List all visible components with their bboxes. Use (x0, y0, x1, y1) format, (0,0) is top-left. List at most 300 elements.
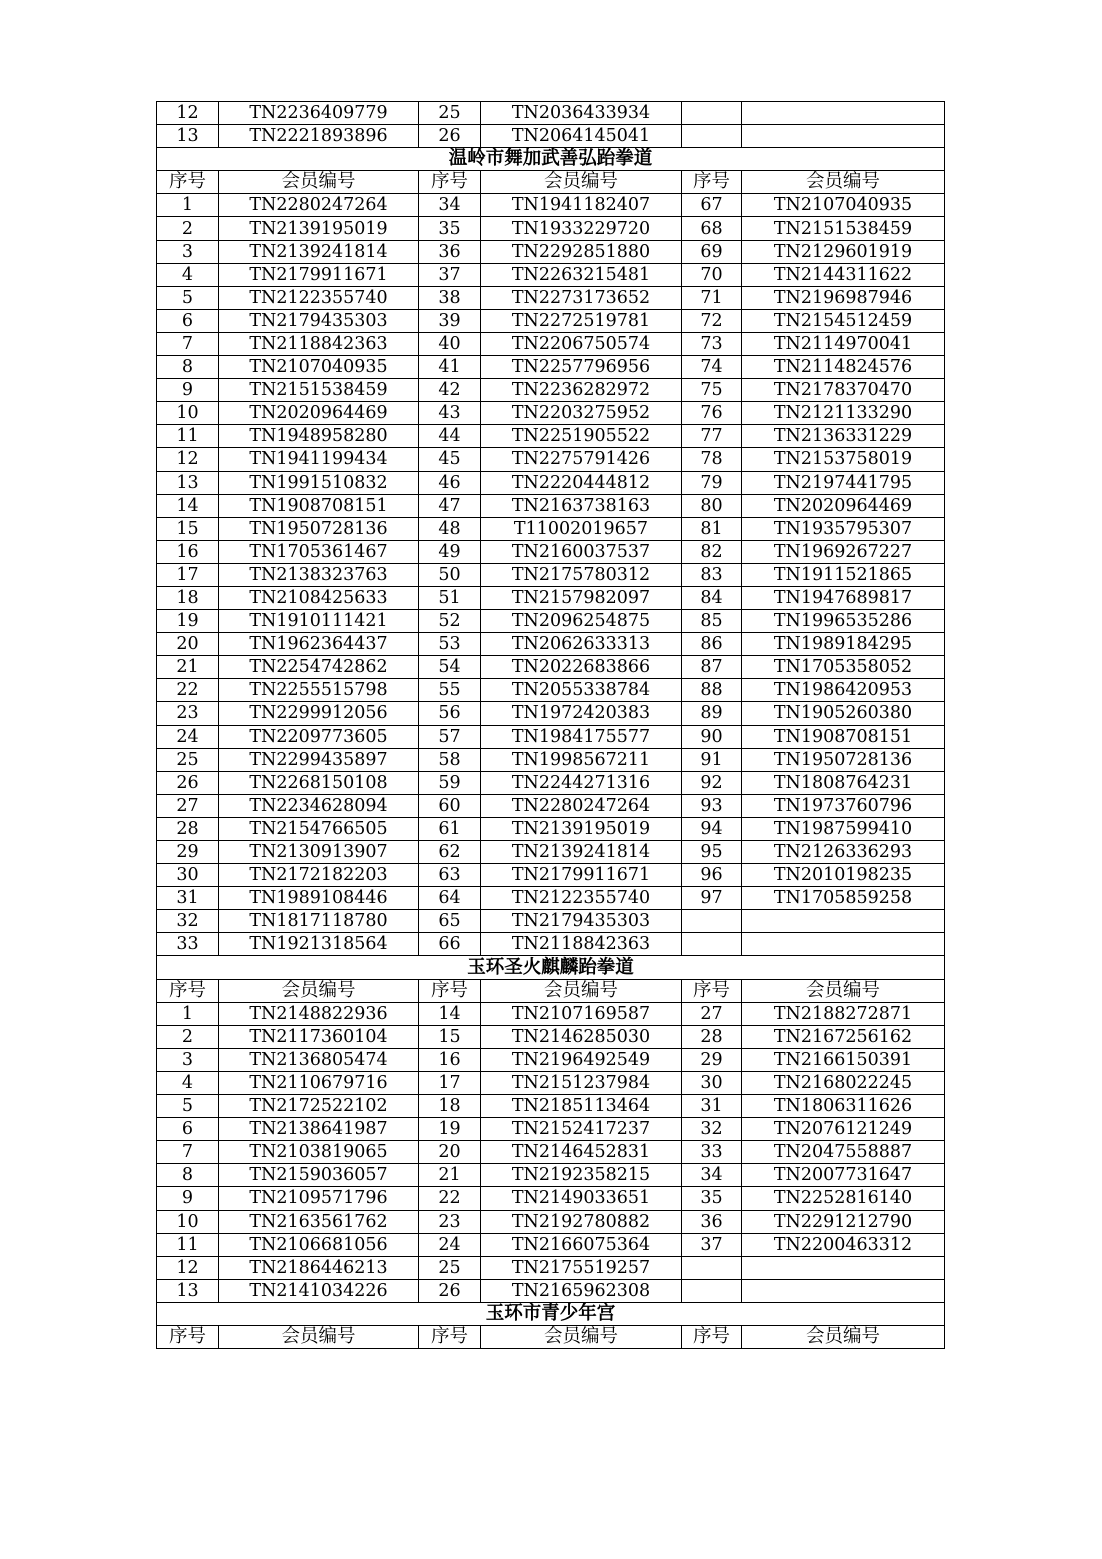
member-id-cell: TN2272519781 (481, 309, 682, 332)
member-id-cell: TN2114970041 (742, 332, 945, 355)
table-row (157, 125, 945, 148)
table-row (157, 1164, 945, 1187)
serial-number-cell: 12 (157, 448, 219, 471)
member-id-cell: TN2234628094 (219, 794, 419, 817)
table-row (157, 1071, 945, 1094)
member-id-cell: TN2136331229 (742, 425, 945, 448)
serial-number-cell: 37 (419, 263, 481, 286)
serial-number-cell: 58 (419, 748, 481, 771)
table-row (157, 725, 945, 748)
member-id-cell: TN1705358052 (742, 656, 945, 679)
member-id-cell: TN2160037537 (481, 540, 682, 563)
member-id-cell: TN2152417237 (481, 1118, 682, 1141)
table-row (157, 656, 945, 679)
member-id-cell: TN1941199434 (219, 448, 419, 471)
serial-number-cell: 22 (419, 1187, 481, 1210)
serial-number-cell: 70 (682, 263, 742, 286)
serial-number-cell: 57 (419, 725, 481, 748)
serial-number-cell: 21 (419, 1164, 481, 1187)
table-row (157, 679, 945, 702)
member-id-cell: TN2165962308 (481, 1279, 682, 1302)
member-id-cell: TN2136805474 (219, 1048, 419, 1071)
member-id-cell: TN2163738163 (481, 494, 682, 517)
serial-number-cell: 16 (419, 1048, 481, 1071)
member-id-cell: TN2151538459 (219, 379, 419, 402)
serial-number-cell: 23 (419, 1210, 481, 1233)
serial-number-cell: 72 (682, 309, 742, 332)
serial-number-cell: 27 (682, 1002, 742, 1025)
serial-number-cell: 87 (682, 656, 742, 679)
member-id-cell: TN2096254875 (481, 610, 682, 633)
member-id-cell: TN2126336293 (742, 841, 945, 864)
header-member-id: 会员编号 (219, 1325, 419, 1348)
member-id-cell: TN2166150391 (742, 1048, 945, 1071)
section-title-row (157, 956, 945, 979)
serial-number-cell: 38 (419, 286, 481, 309)
table-row (157, 1233, 945, 1256)
member-id-cell: TN2138323763 (219, 563, 419, 586)
serial-number-cell: 95 (682, 841, 742, 864)
member-id-cell: TN2196492549 (481, 1048, 682, 1071)
header-member-id: 会员编号 (481, 979, 682, 1002)
serial-number-cell: 29 (682, 1048, 742, 1071)
serial-number-cell: 9 (157, 379, 219, 402)
member-id-cell: TN2179435303 (219, 309, 419, 332)
serial-number-cell: 55 (419, 679, 481, 702)
table-row (157, 540, 945, 563)
table-row (157, 194, 945, 217)
serial-number-cell: 12 (157, 1256, 219, 1279)
serial-number-cell: 50 (419, 563, 481, 586)
member-id-cell: TN2036433934 (481, 102, 682, 125)
member-id-cell: TN2151538459 (742, 217, 945, 240)
serial-number-cell: 18 (419, 1095, 481, 1118)
section-title-row (157, 1302, 945, 1325)
serial-number-cell: 1 (157, 1002, 219, 1025)
member-id-cell: TN2178370470 (742, 379, 945, 402)
header-serial-number: 序号 (419, 1325, 481, 1348)
member-id-cell: TN1962364437 (219, 633, 419, 656)
table-row (157, 286, 945, 309)
serial-number-cell: 12 (157, 102, 219, 125)
member-id-cell: TN1908708151 (219, 494, 419, 517)
serial-number-cell: 40 (419, 332, 481, 355)
serial-number-cell: 86 (682, 633, 742, 656)
table-row (157, 910, 945, 933)
serial-number-cell: 43 (419, 402, 481, 425)
table-row (157, 702, 945, 725)
member-id-cell: TN2188272871 (742, 1002, 945, 1025)
member-id-cell: TN1935795307 (742, 517, 945, 540)
serial-number-cell: 76 (682, 402, 742, 425)
member-id-cell: TN2206750574 (481, 332, 682, 355)
serial-number-cell: 9 (157, 1187, 219, 1210)
serial-number-cell: 24 (157, 725, 219, 748)
member-id-cell: TN2110679716 (219, 1071, 419, 1094)
serial-number-cell: 33 (682, 1141, 742, 1164)
serial-number-cell: 8 (157, 356, 219, 379)
table-row (157, 864, 945, 887)
serial-number-cell: 96 (682, 864, 742, 887)
serial-number-cell (682, 102, 742, 125)
serial-number-cell (682, 125, 742, 148)
serial-number-cell: 6 (157, 1118, 219, 1141)
member-id-cell: TN2151237984 (481, 1071, 682, 1094)
member-id-cell: TN2141034226 (219, 1279, 419, 1302)
member-id-cell: TN1989108446 (219, 887, 419, 910)
table-row (157, 402, 945, 425)
table-row (157, 610, 945, 633)
member-id-cell: TN1986420953 (742, 679, 945, 702)
serial-number-cell: 75 (682, 379, 742, 402)
serial-number-cell: 6 (157, 309, 219, 332)
serial-number-cell: 88 (682, 679, 742, 702)
serial-number-cell (682, 910, 742, 933)
member-id-cell: TN1705859258 (742, 887, 945, 910)
member-id-cell: TN2114824576 (742, 356, 945, 379)
member-id-cell: TN2251905522 (481, 425, 682, 448)
table-row (157, 887, 945, 910)
table-row (157, 1025, 945, 1048)
serial-number-cell: 26 (157, 771, 219, 794)
serial-number-cell: 30 (157, 864, 219, 887)
header-serial-number: 序号 (682, 1325, 742, 1348)
member-id-cell: TN2255515798 (219, 679, 419, 702)
serial-number-cell: 17 (419, 1071, 481, 1094)
member-id-cell: TN2220444812 (481, 471, 682, 494)
serial-number-cell: 2 (157, 1025, 219, 1048)
member-id-cell: TN2153758019 (742, 448, 945, 471)
serial-number-cell: 25 (419, 1256, 481, 1279)
member-id-cell: TN1950728136 (219, 517, 419, 540)
serial-number-cell: 10 (157, 1210, 219, 1233)
serial-number-cell (682, 1279, 742, 1302)
member-id-cell: TN2118842363 (219, 332, 419, 355)
member-id-cell: TN2185113464 (481, 1095, 682, 1118)
member-id-cell: TN2299435897 (219, 748, 419, 771)
serial-number-cell: 25 (157, 748, 219, 771)
member-id-cell: TN2139241814 (481, 841, 682, 864)
member-id-cell: TN1973760796 (742, 794, 945, 817)
table-row (157, 425, 945, 448)
serial-number-cell: 13 (157, 1279, 219, 1302)
section-title: 温岭市舞加武善弘跆拳道 (157, 148, 945, 171)
serial-number-cell: 15 (157, 517, 219, 540)
serial-number-cell (682, 1256, 742, 1279)
header-serial-number: 序号 (157, 1325, 219, 1348)
serial-number-cell: 91 (682, 748, 742, 771)
member-id-cell: TN2159036057 (219, 1164, 419, 1187)
member-id-cell: TN2179911671 (481, 864, 682, 887)
table-row (157, 448, 945, 471)
member-id-cell: TN1808764231 (742, 771, 945, 794)
member-id-cell: TN2292851880 (481, 240, 682, 263)
member-id-cell: TN2175780312 (481, 563, 682, 586)
serial-number-cell: 29 (157, 841, 219, 864)
header-member-id: 会员编号 (481, 171, 682, 194)
table-row (157, 841, 945, 864)
table-row (157, 1141, 945, 1164)
member-id-cell (742, 102, 945, 125)
serial-number-cell: 11 (157, 425, 219, 448)
serial-number-cell: 49 (419, 540, 481, 563)
serial-number-cell: 2 (157, 217, 219, 240)
serial-number-cell: 89 (682, 702, 742, 725)
serial-number-cell: 97 (682, 887, 742, 910)
member-id-cell: TN1948958280 (219, 425, 419, 448)
serial-number-cell: 53 (419, 633, 481, 656)
serial-number-cell: 35 (682, 1187, 742, 1210)
member-id-cell: TN1996535286 (742, 610, 945, 633)
table-row (157, 471, 945, 494)
header-member-id: 会员编号 (219, 171, 419, 194)
member-id-cell: TN2146452831 (481, 1141, 682, 1164)
serial-number-cell: 69 (682, 240, 742, 263)
member-id-cell (742, 910, 945, 933)
table-row (157, 771, 945, 794)
member-id-cell: TN2163561762 (219, 1210, 419, 1233)
member-id-cell: TN2020964469 (219, 402, 419, 425)
member-id-cell (742, 1256, 945, 1279)
table-row (157, 1118, 945, 1141)
serial-number-cell: 19 (419, 1118, 481, 1141)
member-id-cell: TN2122355740 (481, 887, 682, 910)
serial-number-cell: 8 (157, 1164, 219, 1187)
member-id-cell: TN2130913907 (219, 841, 419, 864)
table-row (157, 1279, 945, 1302)
member-id-cell: TN2299912056 (219, 702, 419, 725)
member-id-cell: TN2172522102 (219, 1095, 419, 1118)
serial-number-cell: 92 (682, 771, 742, 794)
member-id-cell: TN2144311622 (742, 263, 945, 286)
member-id-cell: TN1933229720 (481, 217, 682, 240)
table-row (157, 817, 945, 840)
header-serial-number: 序号 (682, 979, 742, 1002)
member-id-cell: TN2273173652 (481, 286, 682, 309)
header-row (157, 171, 945, 194)
serial-number-cell: 41 (419, 356, 481, 379)
member-id-cell: TN2138641987 (219, 1118, 419, 1141)
member-id-cell: TN2062633313 (481, 633, 682, 656)
member-id-cell: TN2275791426 (481, 448, 682, 471)
header-serial-number: 序号 (157, 979, 219, 1002)
serial-number-cell: 66 (419, 933, 481, 956)
member-id-cell: TN2179435303 (481, 910, 682, 933)
member-id-cell: TN1908708151 (742, 725, 945, 748)
member-id-cell: TN2268150108 (219, 771, 419, 794)
member-id-cell: TN2154766505 (219, 817, 419, 840)
serial-number-cell: 26 (419, 1279, 481, 1302)
member-table (156, 101, 945, 1349)
member-id-cell: TN2203275952 (481, 402, 682, 425)
member-id-cell: TN2280247264 (219, 194, 419, 217)
serial-number-cell: 34 (682, 1164, 742, 1187)
serial-number-cell: 90 (682, 725, 742, 748)
serial-number-cell: 93 (682, 794, 742, 817)
serial-number-cell: 77 (682, 425, 742, 448)
serial-number-cell: 22 (157, 679, 219, 702)
member-id-cell: TN1984175577 (481, 725, 682, 748)
member-id-cell: TN2168022245 (742, 1071, 945, 1094)
serial-number-cell: 3 (157, 1048, 219, 1071)
member-id-cell: TN2103819065 (219, 1141, 419, 1164)
member-id-cell: TN1911521865 (742, 563, 945, 586)
serial-number-cell: 84 (682, 586, 742, 609)
serial-number-cell: 33 (157, 933, 219, 956)
member-id-cell: TN2122355740 (219, 286, 419, 309)
serial-number-cell: 23 (157, 702, 219, 725)
table-row (157, 1095, 945, 1118)
serial-number-cell: 51 (419, 586, 481, 609)
member-id-cell: TN2118842363 (481, 933, 682, 956)
header-serial-number: 序号 (682, 171, 742, 194)
table-row (157, 1210, 945, 1233)
serial-number-cell: 34 (419, 194, 481, 217)
serial-number-cell: 79 (682, 471, 742, 494)
serial-number-cell: 83 (682, 563, 742, 586)
member-id-cell: TN1921318564 (219, 933, 419, 956)
serial-number-cell: 28 (157, 817, 219, 840)
member-id-cell: TN2291212790 (742, 1210, 945, 1233)
serial-number-cell (682, 933, 742, 956)
serial-number-cell: 10 (157, 402, 219, 425)
member-id-cell: TN1806311626 (742, 1095, 945, 1118)
serial-number-cell: 26 (419, 125, 481, 148)
member-id-cell: TN2197441795 (742, 471, 945, 494)
serial-number-cell: 67 (682, 194, 742, 217)
serial-number-cell: 15 (419, 1025, 481, 1048)
serial-number-cell: 31 (682, 1095, 742, 1118)
serial-number-cell: 60 (419, 794, 481, 817)
member-id-cell: TN1987599410 (742, 817, 945, 840)
table-row (157, 356, 945, 379)
member-id-cell: TN1989184295 (742, 633, 945, 656)
member-id-cell: TN2117360104 (219, 1025, 419, 1048)
serial-number-cell: 71 (682, 286, 742, 309)
serial-number-cell: 1 (157, 194, 219, 217)
member-id-cell: TN2020964469 (742, 494, 945, 517)
member-id-cell: TN2107169587 (481, 1002, 682, 1025)
serial-number-cell: 4 (157, 1071, 219, 1094)
member-id-cell: TN1991510832 (219, 471, 419, 494)
serial-number-cell: 45 (419, 448, 481, 471)
table-row (157, 1187, 945, 1210)
serial-number-cell: 5 (157, 1095, 219, 1118)
serial-number-cell: 37 (682, 1233, 742, 1256)
header-serial-number: 序号 (419, 979, 481, 1002)
member-id-cell: TN2139241814 (219, 240, 419, 263)
serial-number-cell: 14 (157, 494, 219, 517)
table-row (157, 563, 945, 586)
member-id-cell: TN1950728136 (742, 748, 945, 771)
section-title-row (157, 148, 945, 171)
serial-number-cell: 65 (419, 910, 481, 933)
serial-number-cell: 7 (157, 332, 219, 355)
serial-number-cell: 25 (419, 102, 481, 125)
serial-number-cell: 63 (419, 864, 481, 887)
member-id-cell (742, 125, 945, 148)
table-row (157, 933, 945, 956)
serial-number-cell: 13 (157, 125, 219, 148)
serial-number-cell: 11 (157, 1233, 219, 1256)
table-row (157, 263, 945, 286)
serial-number-cell: 56 (419, 702, 481, 725)
serial-number-cell: 31 (157, 887, 219, 910)
member-id-cell: TN2129601919 (742, 240, 945, 263)
table-row (157, 748, 945, 771)
serial-number-cell: 20 (157, 633, 219, 656)
member-id-cell: TN1817118780 (219, 910, 419, 933)
member-id-cell: TN2254742862 (219, 656, 419, 679)
table-row (157, 586, 945, 609)
serial-number-cell: 68 (682, 217, 742, 240)
serial-number-cell: 13 (157, 471, 219, 494)
member-id-cell: TN2257796956 (481, 356, 682, 379)
member-id-cell: TN2244271316 (481, 771, 682, 794)
member-id-cell: TN1910111421 (219, 610, 419, 633)
serial-number-cell: 32 (682, 1118, 742, 1141)
member-id-cell: TN2236409779 (219, 102, 419, 125)
member-id-cell: TN2172182203 (219, 864, 419, 887)
member-id-cell: TN2192358215 (481, 1164, 682, 1187)
member-id-cell: TN2179911671 (219, 263, 419, 286)
serial-number-cell: 24 (419, 1233, 481, 1256)
serial-number-cell: 36 (419, 240, 481, 263)
header-row (157, 1325, 945, 1348)
table-row (157, 332, 945, 355)
member-id-cell: TN2221893896 (219, 125, 419, 148)
serial-number-cell: 78 (682, 448, 742, 471)
serial-number-cell: 35 (419, 217, 481, 240)
table-row (157, 1002, 945, 1025)
serial-number-cell: 46 (419, 471, 481, 494)
member-id-cell: TN2139195019 (219, 217, 419, 240)
serial-number-cell: 80 (682, 494, 742, 517)
serial-number-cell: 3 (157, 240, 219, 263)
member-id-cell: TN2010198235 (742, 864, 945, 887)
serial-number-cell: 27 (157, 794, 219, 817)
serial-number-cell: 47 (419, 494, 481, 517)
serial-number-cell: 62 (419, 841, 481, 864)
serial-number-cell: 20 (419, 1141, 481, 1164)
member-id-cell: TN2055338784 (481, 679, 682, 702)
serial-number-cell: 74 (682, 356, 742, 379)
serial-number-cell: 5 (157, 286, 219, 309)
serial-number-cell: 85 (682, 610, 742, 633)
serial-number-cell: 30 (682, 1071, 742, 1094)
serial-number-cell: 19 (157, 610, 219, 633)
serial-number-cell: 64 (419, 887, 481, 910)
member-id-cell: TN2252816140 (742, 1187, 945, 1210)
member-id-cell: TN2047558887 (742, 1141, 945, 1164)
serial-number-cell: 36 (682, 1210, 742, 1233)
member-id-cell: TN2121133290 (742, 402, 945, 425)
member-id-cell: TN1905260380 (742, 702, 945, 725)
member-id-cell: TN2157982097 (481, 586, 682, 609)
member-id-cell: TN2139195019 (481, 817, 682, 840)
table-row (157, 379, 945, 402)
member-id-cell (742, 933, 945, 956)
table-row (157, 102, 945, 125)
member-id-cell: TN1941182407 (481, 194, 682, 217)
member-id-cell: TN2146285030 (481, 1025, 682, 1048)
table-row (157, 633, 945, 656)
serial-number-cell: 7 (157, 1141, 219, 1164)
member-id-cell: TN2154512459 (742, 309, 945, 332)
section-title: 玉环圣火麒麟跆拳道 (157, 956, 945, 979)
member-id-cell: TN2186446213 (219, 1256, 419, 1279)
table-row (157, 517, 945, 540)
